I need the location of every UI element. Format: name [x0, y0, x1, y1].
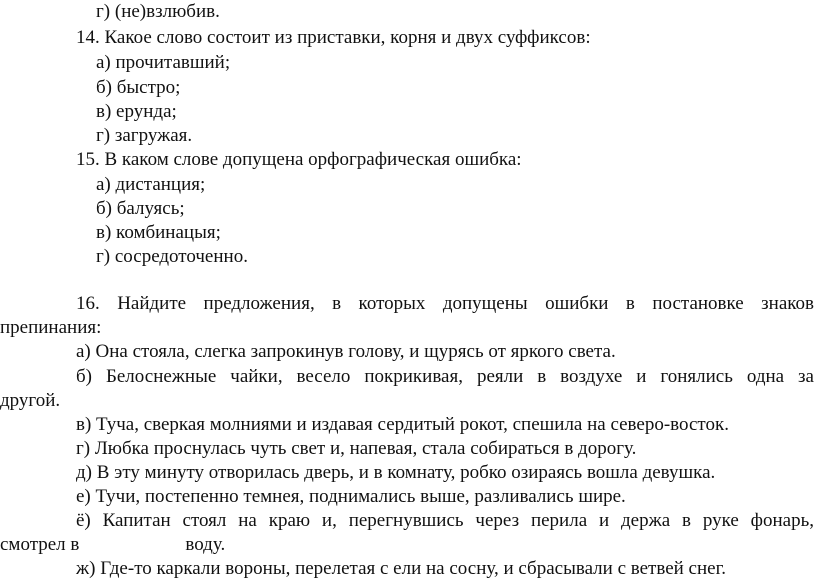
- q16-question-line1: 16. Найдите предложения, в которых допущены ошибки в постановке знаков: [76, 293, 814, 314]
- q15-option-a: а) дистанция;: [96, 174, 206, 195]
- q16-option-g: г) Любка проснулась чуть свет и, напевая, стала собираться в дорогу.: [76, 438, 637, 459]
- q16-option-b-line1: б) Белоснежные чайки, весело покрикивая, реяли в воздухе и гонялись одна за: [76, 366, 814, 387]
- q15-option-v: в) комбинацыя;: [96, 222, 221, 243]
- q14-question: 14. Какое слово состоит из приставки, корня и двух суффиксов:: [76, 27, 591, 48]
- q13-option-g: г) (не)взлюбив.: [96, 1, 220, 22]
- q15-option-g: г) сосредоточенно.: [96, 246, 248, 267]
- q15-option-b: б) балуясь;: [96, 198, 185, 219]
- q16-option-v: в) Туча, сверкая молниями и издавая сердитый рокот, спешила на северо-восток.: [76, 414, 729, 435]
- q16-option-b-line2: другой.: [0, 390, 61, 411]
- q16-option-yo-line2-part2: воду.: [185, 534, 226, 555]
- q16-option-a: а) Она стояла, слегка запрокинув голову, и щурясь от яркого света.: [76, 341, 616, 362]
- q16-option-yo-line2-part1: смотрел в: [0, 534, 80, 555]
- q14-option-a: а) прочитавший;: [96, 52, 231, 73]
- q16-question-line2: препинания:: [0, 317, 102, 338]
- q16-option-d: д) В эту минуту отворилась дверь, и в комнату, робко озираясь вошла девушка.: [76, 462, 716, 483]
- q16-option-zh: ж) Где-то каркали вороны, перелетая с ели на сосну, и сбрасывали с ветвей снег.: [76, 558, 726, 579]
- q14-option-v: в) ерунда;: [96, 101, 177, 122]
- q16-option-yo-line1: ё) Капитан стоял на краю и, перегнувшись через перила и держа в руке фонарь,: [76, 510, 814, 531]
- q14-option-g: г) загружая.: [96, 125, 193, 146]
- q16-option-yo-line2: [0, 534, 225, 556]
- q14-option-b: б) быстро;: [96, 77, 181, 98]
- q15-question: 15. В каком слове допущена орфографическая ошибка:: [76, 149, 522, 170]
- q16-option-e: е) Тучи, постепенно темнея, поднимались выше, разливались шире.: [76, 486, 626, 507]
